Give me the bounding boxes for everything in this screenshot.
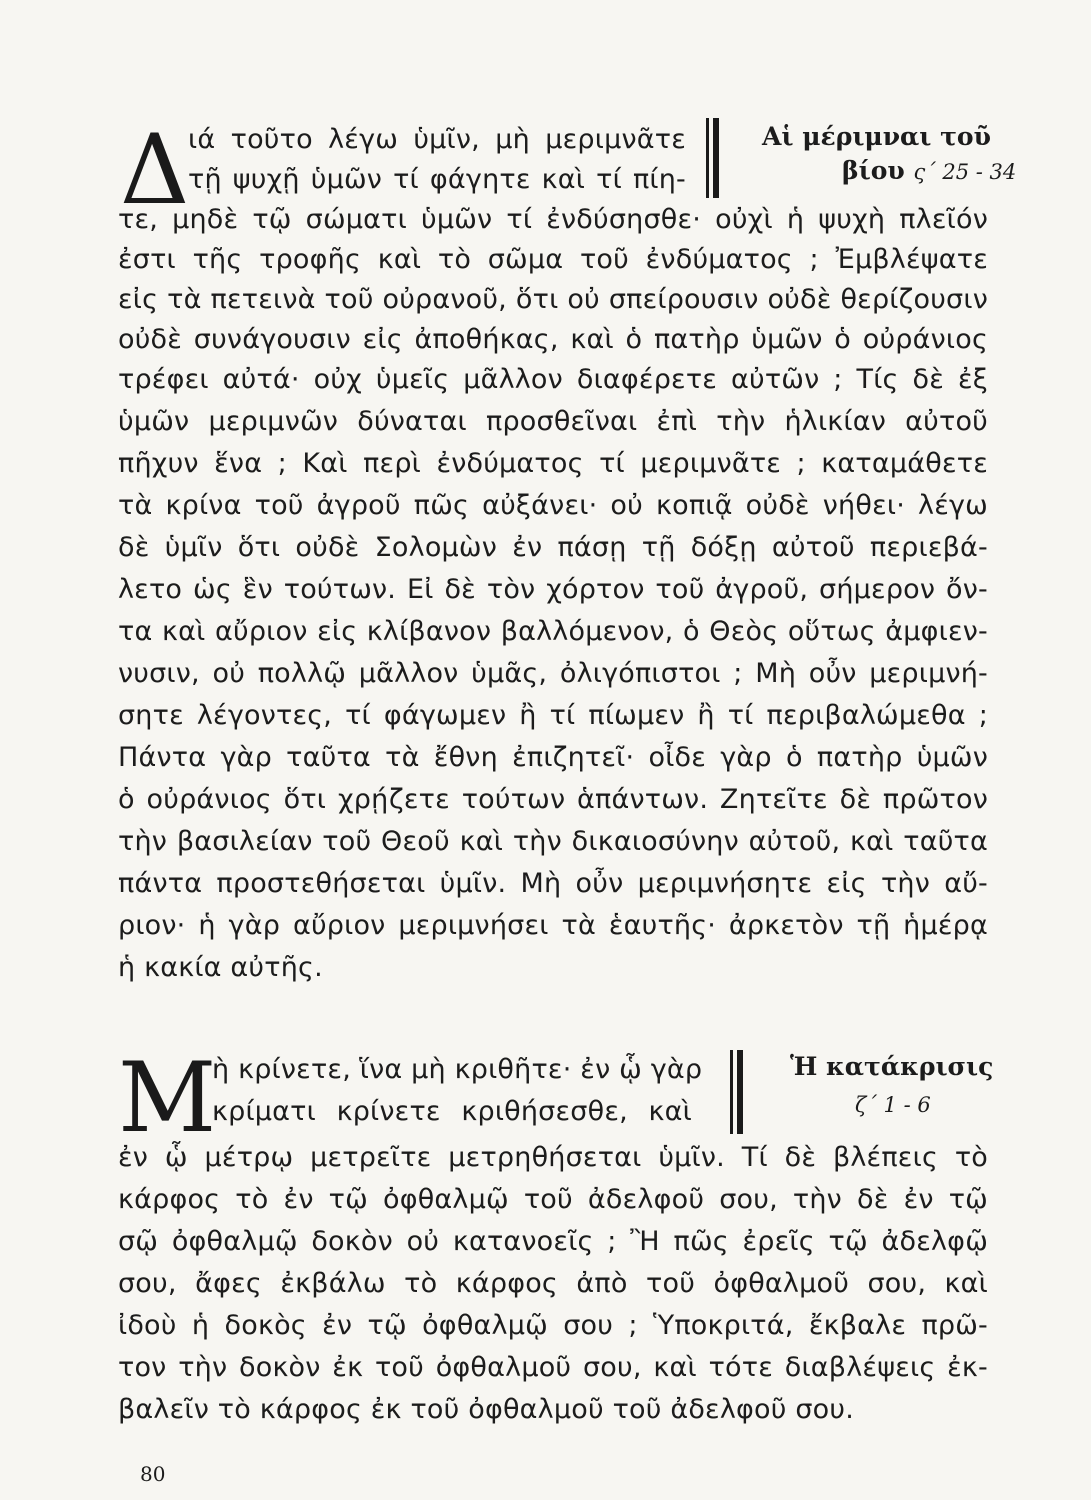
sidenote-ref-2: ζ΄ 1 - 6 bbox=[855, 1093, 931, 1117]
page-number: 80 bbox=[140, 1462, 166, 1486]
text-line: λετο ὡς ἓν τούτων. Εἰ δὲ τὸν χόρτον τοῦ ἀγροῦ, σήμερον ὄν- bbox=[118, 574, 988, 605]
sidenote-bars-2 bbox=[730, 1050, 744, 1134]
drop-cap-mu: Μ bbox=[118, 1042, 217, 1154]
text-line: τον τὴν δοκὸν ἐκ τοῦ ὀφθαλμοῦ σου, καὶ τότε διαβλέψεις ἐκ- bbox=[118, 1352, 988, 1383]
text-line: ὑμῶν μεριμνῶν δύναται προσθεῖναι ἐπὶ τὴν ἡλικίαν αὐτοῦ bbox=[118, 406, 988, 437]
text-line: οὐδὲ συνάγουσιν εἰς ἀποθήκας, καὶ ὁ πατὴρ ὑμῶν ὁ οὐράνιος bbox=[118, 324, 988, 355]
text-line: πάντα προστεθήσεται ὑμῖν. Μὴ οὖν μεριμνήσητε εἰς τὴν αὔ- bbox=[118, 868, 988, 899]
text-line: ἐν ᾧ μέτρῳ μετρεῖτε μετρηθήσεται ὑμῖν. Τί δὲ βλέπεις τὸ bbox=[118, 1142, 988, 1173]
section2-first-line-2: κρίματι κρίνετε κριθήσεσθε, καὶ bbox=[212, 1096, 692, 1127]
text-line: τε, μηδὲ τῷ σώματι ὑμῶν τί ἐνδύσησθε· οὐχὶ ἡ ψυχὴ πλεῖόν bbox=[118, 204, 988, 235]
text-line: Πάντα γὰρ ταῦτα τὰ ἔθνη ἐπιζητεῖ· οἶδε γὰρ ὁ πατὴρ ὑμῶν bbox=[118, 742, 988, 773]
section1-first-line-1: ιά τοῦτο λέγω ὑμῖν, μὴ μεριμνᾶτε bbox=[188, 124, 686, 155]
sidenote-ref-1: ς΄ 25 - 34 bbox=[913, 160, 1017, 184]
text-line: δὲ ὑμῖν ὅτι οὐδὲ Σολομὼν ἐν πάσῃ τῇ δόξῃ αὐτοῦ περιεβά- bbox=[118, 532, 988, 563]
text-line: σῷ ὀφθαλμῷ δοκὸν οὐ κατανοεῖς ; Ἢ πῶς ἐρεῖς τῷ ἀδελφῷ bbox=[118, 1226, 988, 1257]
sidenote-title-2-text: βίου bbox=[842, 156, 905, 185]
text-line: ριον· ἡ γὰρ αὔριον μεριμνήσει τὰ ἑαυτῆς· ἀρκετὸν τῇ ἡμέρᾳ bbox=[118, 910, 988, 941]
text-line: τὰ κρίνα τοῦ ἀγροῦ πῶς αὐξάνει· οὐ κοπιᾷ οὐδὲ νήθει· λέγω bbox=[118, 490, 988, 521]
text-line: τὴν βασιλείαν τοῦ Θεοῦ καὶ τὴν δικαιοσύνην αὐτοῦ, καὶ ταῦτα bbox=[118, 826, 988, 857]
sidenote-title-3: Ἡ κατάκρισις bbox=[790, 1052, 994, 1081]
text-line: τρέφει αὐτά· οὐχ ὑμεῖς μᾶλλον διαφέρετε αὐτῶν ; Τίς δὲ ἐξ bbox=[118, 364, 988, 395]
section2-first-line-1: ὴ κρίνετε, ἵνα μὴ κριθῆτε· ἐν ᾧ γὰρ bbox=[212, 1054, 703, 1085]
text-line: πῆχυν ἕνα ; Καὶ περὶ ἐνδύματος τί μεριμνᾶτε ; καταμάθετε bbox=[118, 448, 988, 479]
text-line: ἐστι τῆς τροφῆς καὶ τὸ σῶμα τοῦ ἐνδύματος ; Ἐμβλέψατε bbox=[118, 244, 988, 275]
text-line: σου, ἄφες ἐκβάλω τὸ κάρφος ἀπὸ τοῦ ὀφθαλμοῦ σου, καὶ bbox=[118, 1268, 988, 1299]
text-line: κάρφος τὸ ἐν τῷ ὀφθαλμῷ τοῦ ἀδελφοῦ σου, τὴν δὲ ἐν τῷ bbox=[118, 1184, 988, 1215]
drop-cap-delta: Δ bbox=[120, 114, 190, 226]
section1-first-line-2: τῇ ψυχῇ ὑμῶν τί φάγητε καὶ τί πίη- bbox=[188, 164, 686, 195]
text-line: ἰδοὺ ἡ δοκὸς ἐν τῷ ὀφθαλμῷ σου ; Ὑποκριτά, ἔκβαλε πρῶ- bbox=[118, 1310, 988, 1341]
sidenote-bars-1 bbox=[706, 118, 720, 198]
text-line: τα καὶ αὔριον εἰς κλίβανον βαλλόμενον, ὁ Θεὸς οὕτως ἀμφιεν- bbox=[118, 616, 988, 647]
text-line-last: βαλεῖν τὸ κάρφος ἐκ τοῦ ὀφθαλμοῦ τοῦ ἀδελφοῦ σου. bbox=[118, 1394, 855, 1425]
text-line: εἰς τὰ πετεινὰ τοῦ οὐρανοῦ, ὅτι οὐ σπείρουσιν οὐδὲ θερίζουσιν bbox=[118, 284, 988, 315]
sidenote-title-1: Αἱ μέριμναι τοῦ bbox=[762, 122, 991, 151]
text-line-last: ἡ κακία αὐτῆς. bbox=[118, 952, 323, 983]
text-line: ὁ οὐράνιος ὅτι χρῄζετε τούτων ἁπάντων. Ζητεῖτε δὲ πρῶτον bbox=[118, 784, 988, 815]
text-line: σητε λέγοντες, τί φάγωμεν ἢ τί πίωμεν ἢ τί περιβαλώμεθα ; bbox=[118, 700, 988, 731]
sidenote-title-2 bbox=[842, 154, 1016, 189]
text-line: νυσιν, οὐ πολλῷ μᾶλλον ὑμᾶς, ὀλιγόπιστοι ; Μὴ οὖν μεριμνή- bbox=[118, 658, 988, 689]
